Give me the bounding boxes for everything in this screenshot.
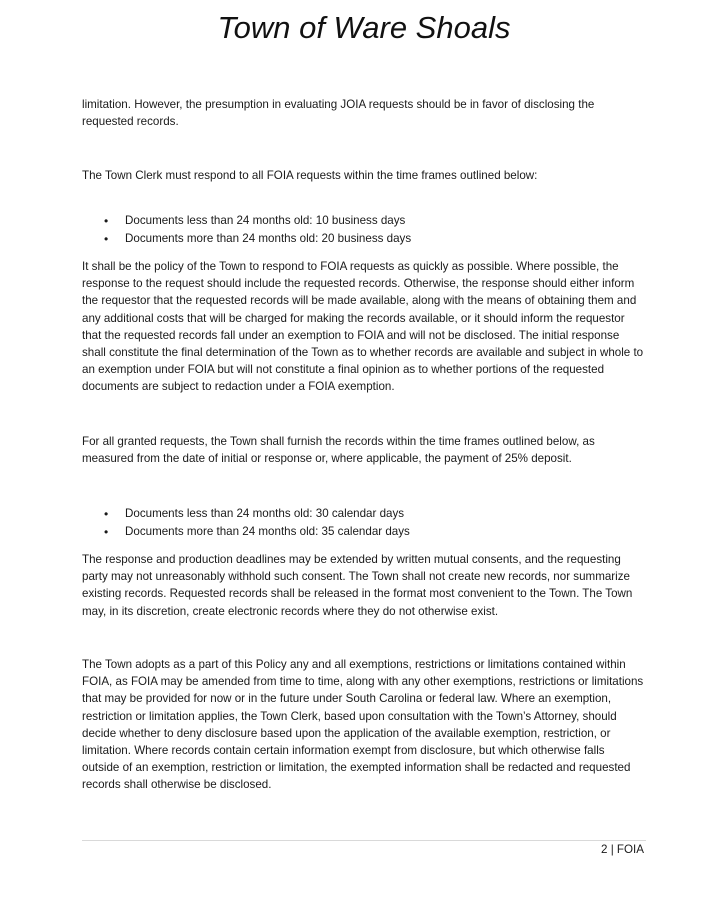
bullet-icon: • (104, 214, 109, 228)
footer-divider (82, 840, 646, 841)
paragraph-exemptions: The Town adopts as a part of this Policy any and all exemptions, restrictions or limitations contained within FOIA, as FOIA may be amended from time to time, along with any other exemptions, restrictions or limitations that may be provided for now or in the future under South Carolina or federal law. Where an exemption, restriction or limitation applies, the Town Clerk, based upon consultation with the Town’s Attorney, should decide whether to deny disclosure based upon the application of the available exemption, restriction, or limitation. Where records contain certain information exempt from disclosure, but which otherwise falls outside of an exemption, restriction or limitation, the exempted information shall be redacted and requested records shall otherwise be disclosed. (82, 658, 644, 792)
paragraph-clerk-response: The Town Clerk must respond to all FOIA requests within the time frames outlined below: (82, 169, 538, 182)
paragraph-deadlines: The response and production deadlines may be extended by written mutual consents, and the requesting party may not unreasonably withhold such consent. The Town shall not create new records, nor summarize existing records. Requested records shall be released in the format most convenient to the Town. The Town may, in its discretion, create electronic records where they do not otherwise exist. (82, 553, 633, 618)
list-item: • Documents less than 24 months old: 10 business days (104, 214, 406, 228)
paragraph-policy: It shall be the policy of the Town to respond to FOIA requests as quickly as possible. Where possible, the response to the request should include the requested records. Otherwise, the response should either inform the requestor that the requested records will be made available, along with the means of obtaining them and any additional costs that will be charged for making the records available, or it should inform the requestor that the requested records fall under an exemption to FOIA and will not be disclosed. The initial response shall constitute the final determination of the Town as to whether records are available and subject in whole to an exemption under FOIA but will not constitute a final opinion as to whether portions of the requested documents are subject to redaction under a FOIA exemption. (82, 260, 644, 394)
production-timeframe-list (82, 505, 644, 541)
response-timeframe-list (82, 212, 644, 248)
bullet-icon: • (104, 525, 109, 539)
paragraph-limitation: limitation. However, the presumption in evaluating JOIA requests should be in favor of disclosing the requested records. (82, 98, 595, 129)
bullet-icon: • (104, 507, 109, 521)
list-item: • Documents more than 24 months old: 20 business days (104, 232, 412, 246)
list-item: • Documents more than 24 months old: 35 calendar days (104, 525, 410, 539)
paragraph-granted-requests: For all granted requests, the Town shall furnish the records within the time frames outlined below, as measured from the date of initial or response or, where applicable, the payment of 25% deposit. (82, 435, 595, 466)
list-item: • Documents less than 24 months old: 30 calendar days (104, 507, 405, 521)
bullet-icon: • (104, 232, 109, 246)
footer-page-number: 2 | FOIA (601, 843, 644, 856)
page-header-title: Town of Ware Shoals (217, 10, 511, 45)
